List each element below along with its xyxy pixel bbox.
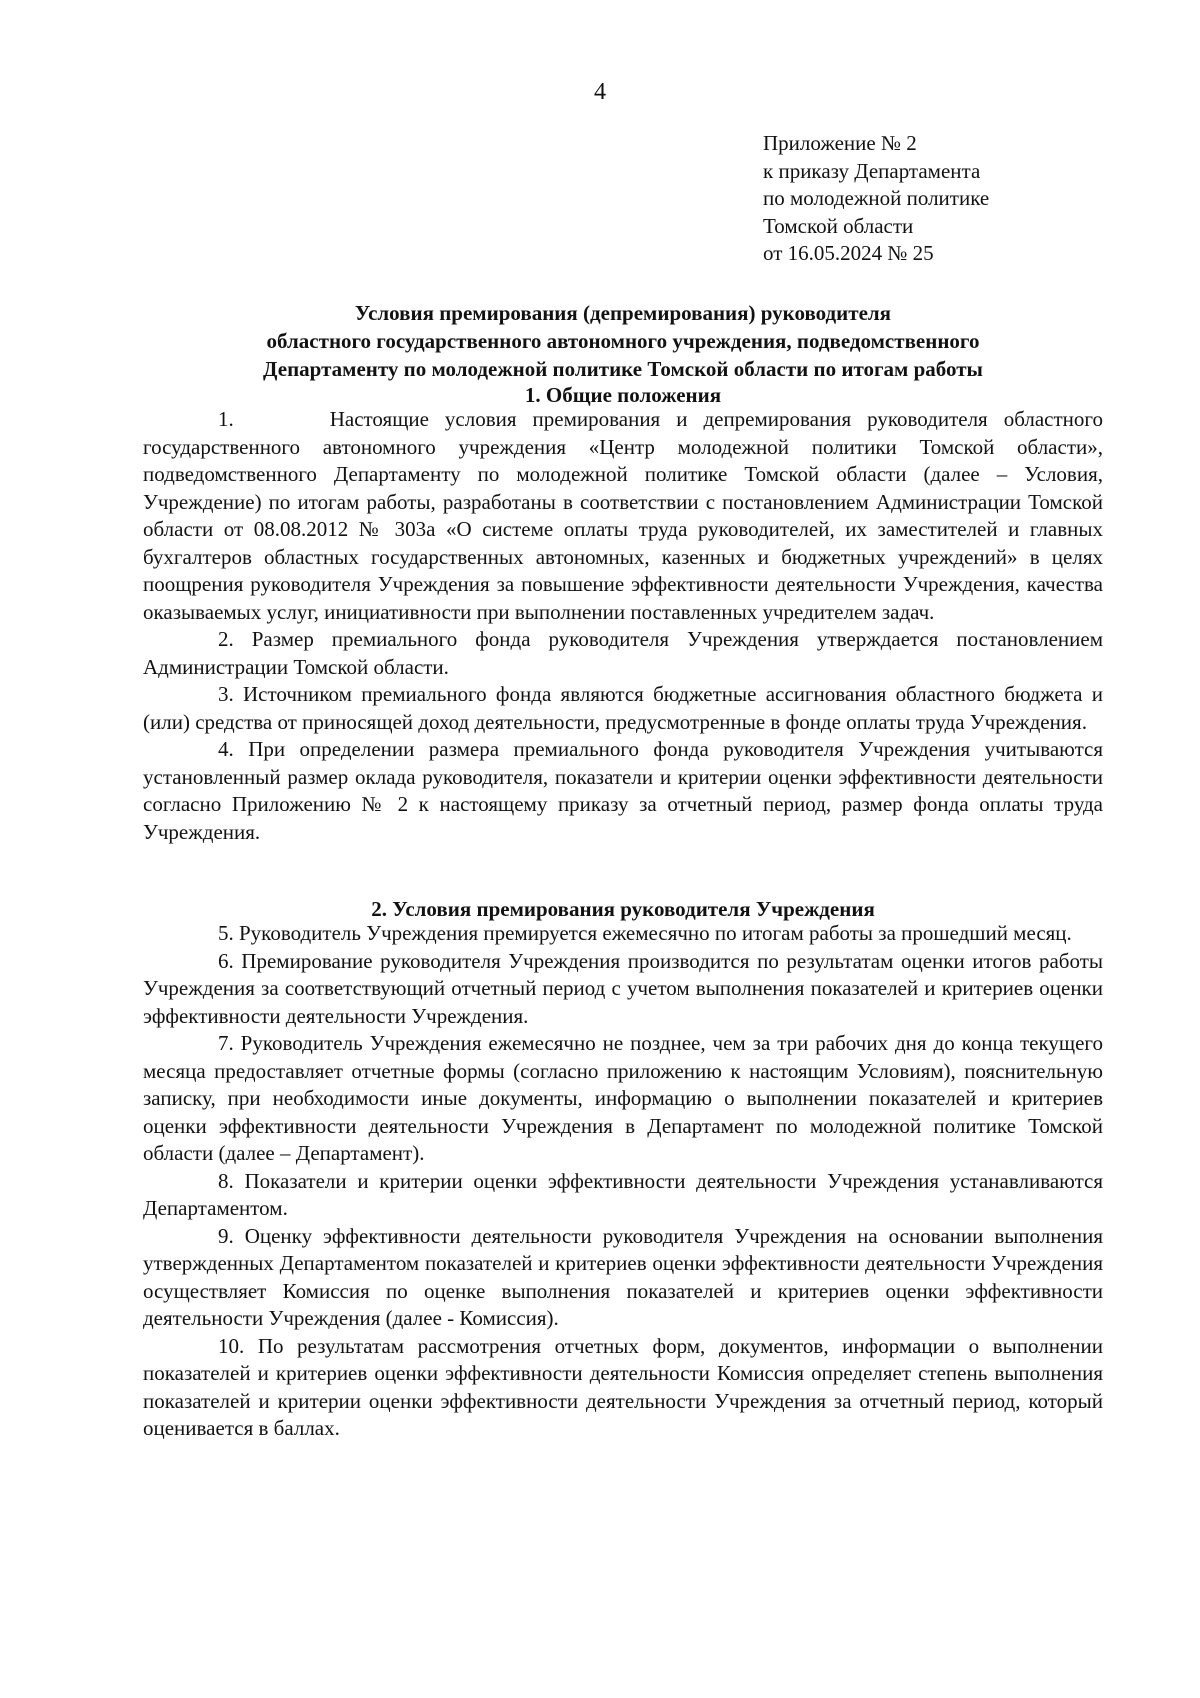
title-line: областного государственного автономного учреждения, подведомственного	[266, 329, 980, 353]
appendix-line: Томской области	[763, 213, 914, 238]
section-body-general	[143, 406, 1103, 846]
appendix-line: Приложение № 2	[763, 131, 917, 155]
paragraph-4: 4. При определении размера премиального фонда руководителя Учреждения учитываются установленный размер оклада руководителя, показатели и критерии оценки эффективности деятельности согласно Приложению № 2 к настоящему приказу за отчетный период, размер фонда оплаты труда Учреждения.	[143, 737, 1103, 844]
appendix-line: от 16.05.2024 № 25	[763, 241, 934, 265]
appendix-line: по молодежной политике	[763, 186, 990, 210]
paragraph-5: 5. Руководитель Учреждения премируется ежемесячно по итогам работы за прошедший месяц.	[218, 921, 1072, 945]
title-line: Департаменту по молодежной политике Томской области по итогам работы	[263, 357, 983, 381]
paragraph-2: 2. Размер премиального фонда руководителя Учреждения утверждается постановлением Администрации Томской области.	[143, 627, 1103, 679]
section-heading-general: 1. Общие положения	[524, 383, 722, 407]
paragraph-3: 3. Источником премиального фонда являются бюджетные ассигнования областного бюджета и (или) средства от приносящей доход деятельности, предусмотренные в фонде оплаты труда Учреждения.	[143, 682, 1103, 734]
paragraph-9: 9. Оценку эффективности деятельности руководителя Учреждения на основании выполнения утвержденных Департаментом показателей и критериев оценки эффективности деятельности Учреждения осуществляет Комиссия по оценке выполнения показателей и критериев оценки эффективности деятельности Учреждения (далее - Комиссия).	[143, 1223, 1103, 1330]
document-title	[143, 299, 1103, 383]
paragraph-10: 10. По результатам рассмотрения отчетных форм, документов, информации о выполнении показателей и критериев оценки эффективности деятельности Комиссия определяет степень выполнения показателей и критерии оценки эффективности деятельности Учреждения за отчетный период, который оценивается в баллах.	[143, 1333, 1103, 1440]
appendix-line: к приказу Департамента	[763, 158, 981, 183]
paragraph-1: 1. Настоящие условия премирования и депремирования руководителя областного государственного автономного учреждения «Центр молодежной политики Томской области», подведомственного Департаменту по молодежной политике Томской области (далее – Условия, Учреждение) по итогам работы, разработаны в соответствии с постановлением Администрации Томской области от 08.08.2012 № 303а «О системе оплаты труда руководителей, их заместителей и главных бухгалтеров областных государственных автономных, казенных и бюджетных учреждений» в целях поощрения руководителя Учреждения за повышение эффективности деятельности Учреждения, качества оказываемых услуг, инициативности при выполнении поставленных учредителем задач.	[143, 407, 1103, 624]
paragraph-8: 8. Показатели и критерии оценки эффективности деятельности Учреждения устанавливаются Департаментом.	[143, 1168, 1103, 1220]
paragraph-7: 7. Руководитель Учреждения ежемесячно не позднее, чем за три рабочих дня до конца текущего месяца предоставляет отчетные формы (согласно приложению к настоящим Условиям), пояснительную записку, при необходимости иные документы, информацию о выполнении показателей и критериев оценки эффективности деятельности Учреждения в Департамент по молодежной политике Томской области (далее – Департамент).	[143, 1031, 1103, 1165]
section-body-conditions	[143, 920, 1103, 1443]
appendix-reference	[763, 130, 989, 268]
paragraph-6: 6. Премирование руководителя Учреждения производится по результатам оценки итогов работы Учреждения за соответствующий отчетный период с учетом выполнения показателей и критериев оценки эффективности деятельности Учреждения.	[143, 948, 1103, 1028]
page-number: 4	[594, 79, 606, 105]
section-heading-conditions: 2. Условия премирования руководителя Учреждения	[371, 897, 875, 921]
title-line: Условия премирования (депремирования) руководителя	[354, 301, 892, 325]
